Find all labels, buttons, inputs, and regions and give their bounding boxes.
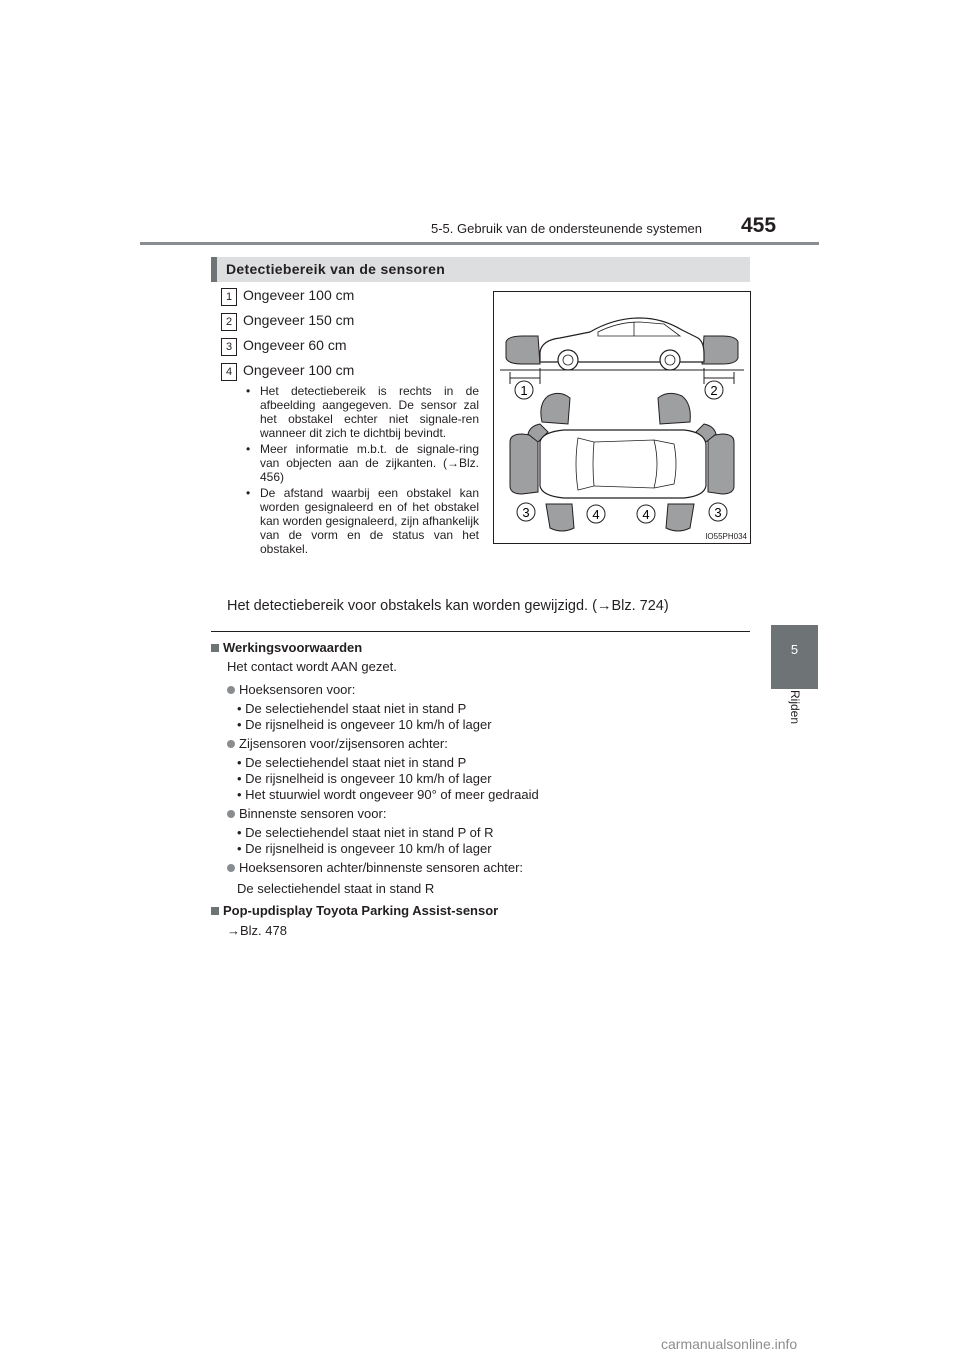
figure-label-3b: 3 xyxy=(714,505,722,520)
side-label xyxy=(784,690,804,740)
item-number: 2 xyxy=(221,313,237,331)
circle-bullet-icon xyxy=(227,686,235,694)
item-number: 1 xyxy=(221,288,237,306)
note-text: De afstand waarbij een obstakel kan worden gesignaleerd en of het obstakel kan worden gesignaleerd, zijn afhankelijk van de vorm en de status van het obstakel. xyxy=(260,486,479,556)
detection-zone-rear-inner xyxy=(708,434,734,494)
section-bar xyxy=(211,257,750,282)
sensor-range-diagram xyxy=(494,292,750,543)
section-title: Detectiebereik van de sensoren xyxy=(226,261,446,277)
note-item xyxy=(244,442,479,484)
note-text: Meer informatie m.b.t. de signale-ring van objecten aan de zijkanten. (→Blz. 456) xyxy=(260,442,479,484)
condition-item: • De selectiehendel staat niet in stand P xyxy=(237,755,467,770)
section-bar-marker xyxy=(211,257,217,282)
circle-bullet-icon xyxy=(227,740,235,748)
condition-item: • De selectiehendel staat niet in stand P xyxy=(237,701,467,716)
item-text: Ongeveer 150 cm xyxy=(243,312,355,328)
detection-zone-rear-corner-top xyxy=(658,393,690,424)
condition-group-label: Binnenste sensoren voor: xyxy=(227,806,386,821)
condition-item: • Het stuurwiel wordt ongeveer 90° of meer gedraaid xyxy=(237,787,539,802)
figure-code: IO55PH034 xyxy=(705,532,747,541)
conditions-title: Werkingsvoorwaarden xyxy=(211,640,362,655)
popup-ref: →Blz. 478 xyxy=(227,923,287,938)
condition-item: • De rijsnelheid is ongeveer 10 km/h of lager xyxy=(237,717,492,732)
note-bullet: • xyxy=(246,442,251,456)
car-top-body xyxy=(540,430,706,498)
header-section-title: 5-5. Gebruik van de ondersteunende systemen xyxy=(431,221,703,236)
condition-group-label: Zijsensoren voor/zijsensoren achter: xyxy=(227,736,448,751)
condition-item: • De rijsnelheid is ongeveer 10 km/h of lager xyxy=(237,841,492,856)
detection-zone-front-corner-top xyxy=(541,393,570,424)
page-number: 455 xyxy=(741,214,777,237)
figure-label-2: 2 xyxy=(710,383,718,398)
note-bullet: • xyxy=(246,486,251,500)
figure-label-3a: 3 xyxy=(522,505,530,520)
condition-item: • De selectiehendel staat niet in stand P of R xyxy=(237,825,494,840)
figure-label-4a: 4 xyxy=(592,507,600,522)
item-number: 4 xyxy=(221,363,237,381)
condition-item: • De rijsnelheid is ongeveer 10 km/h of lager xyxy=(237,771,492,786)
condition-item: De selectiehendel staat in stand R xyxy=(237,881,435,896)
note-bullet: • xyxy=(246,384,251,398)
watermark: carmanualsonline.info xyxy=(661,1336,798,1352)
range-note: Het detectiebereik voor obstakels kan worden gewijzigd. (→Blz. 724) xyxy=(227,598,669,614)
figure-label-1: 1 xyxy=(520,383,528,398)
circle-bullet-icon xyxy=(227,864,235,872)
item-number: 3 xyxy=(221,338,237,356)
conditions-intro: Het contact wordt AAN gezet. xyxy=(227,659,397,674)
circle-bullet-icon xyxy=(227,810,235,818)
note-item xyxy=(244,384,479,440)
detection-zone-front-side-bottom xyxy=(546,504,574,531)
note-text: Het detectiebereik is rechts in de afbeelding aangegeven. De sensor zal het obstakel echter niet signale-ren wanneer dit zich te dichtbij bevindt. xyxy=(260,384,479,440)
condition-group-label: Hoeksensoren achter/binnenste sensoren achter: xyxy=(227,860,523,875)
condition-group-label: Hoeksensoren voor: xyxy=(227,682,355,697)
side-label-text: Rijden xyxy=(788,690,802,725)
car-front-wheel xyxy=(558,350,578,370)
side-tab-number: 5 xyxy=(790,642,799,657)
notes-list xyxy=(244,384,479,558)
item-text: Ongeveer 60 cm xyxy=(243,337,347,353)
detection-zone-rear-side-bottom xyxy=(666,504,694,531)
detection-zone-rear xyxy=(702,336,738,364)
sensor-range-figure xyxy=(493,291,751,544)
popup-title: Pop-updisplay Toyota Parking Assist-sensor xyxy=(211,903,498,918)
car-rear-wheel xyxy=(660,350,680,370)
figure-label-4b: 4 xyxy=(642,507,650,522)
item-text: Ongeveer 100 cm xyxy=(243,287,355,303)
section-divider xyxy=(211,631,750,632)
note-item xyxy=(244,486,479,556)
side-tab xyxy=(771,625,818,689)
header-rule xyxy=(140,242,819,245)
square-bullet-icon xyxy=(211,644,219,652)
square-bullet-icon xyxy=(211,907,219,915)
detection-zone-front xyxy=(506,336,540,364)
item-text: Ongeveer 100 cm xyxy=(243,362,355,378)
detection-zone-front-inner xyxy=(510,434,538,494)
